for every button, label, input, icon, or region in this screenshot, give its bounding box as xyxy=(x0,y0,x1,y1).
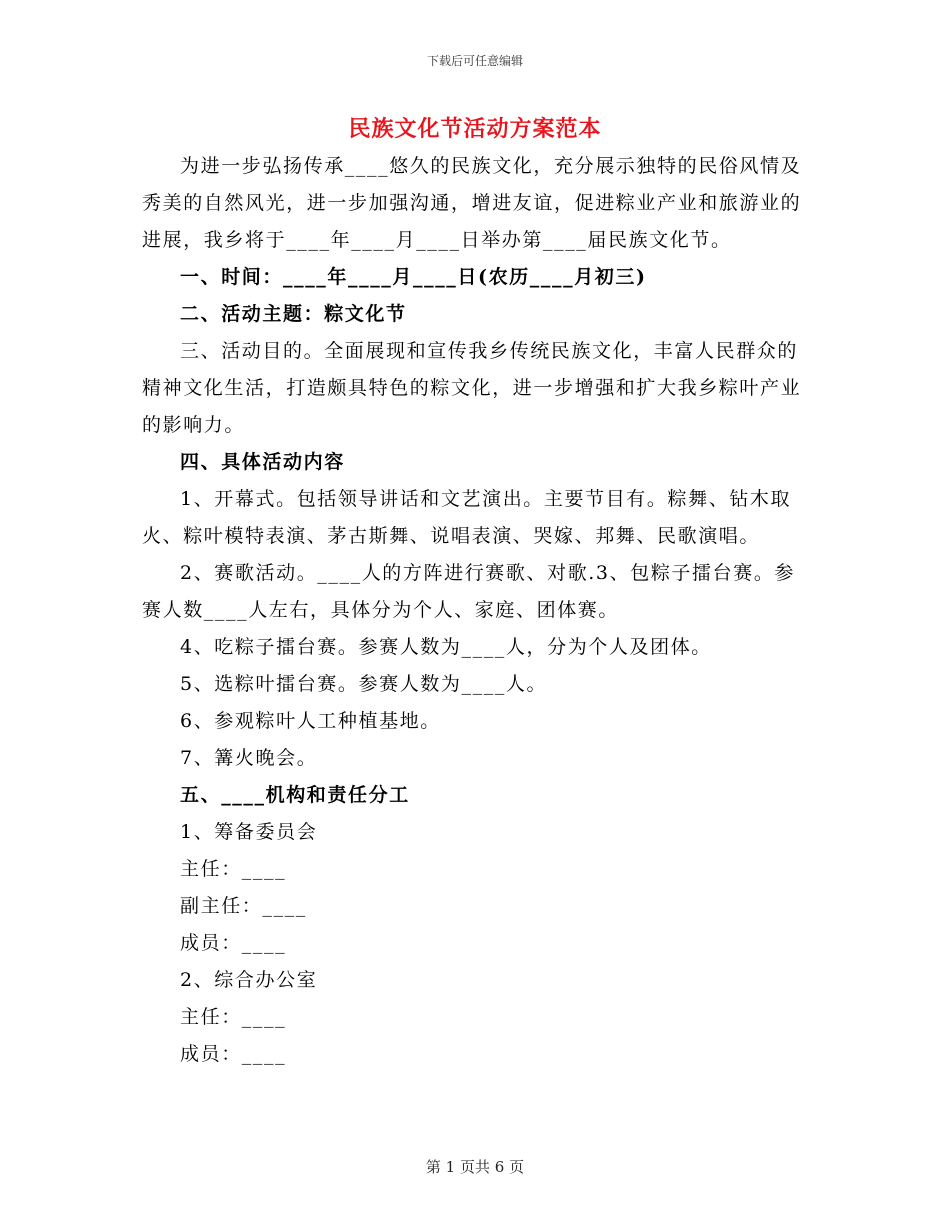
activity-item: 7、篝火晚会。 xyxy=(180,747,318,769)
section-theme: 二、活动主题：粽文化节 xyxy=(180,303,407,325)
section-time: 一、时间：____年____月____日(农历____月初三) xyxy=(180,266,647,288)
header-note: 下载后可任意编辑 xyxy=(426,54,523,68)
office-member: 成员：____ xyxy=(180,1043,287,1065)
committee-member: 主任：____ xyxy=(180,858,287,880)
section-activities-heading: 四、具体活动内容 xyxy=(180,451,345,473)
activity-item: 6、参观粽叶人工种植基地。 xyxy=(180,710,441,732)
committee-member: 成员：____ xyxy=(180,932,287,954)
intro-paragraph: 为进一步弘扬传承____悠久的民族文化，充分展示独特的民俗风情及秀美的自然风光，进一步加强沟通，增进友谊，促进粽业产业和旅游业的进展，我乡将于____年____月____日举办第____届民族文化节。 xyxy=(142,155,802,251)
document-body xyxy=(142,148,808,1073)
committee-member: 副主任：____ xyxy=(180,895,307,917)
section-organization-heading: 五、____机构和责任分工 xyxy=(180,784,410,806)
office-heading: 2、综合办公室 xyxy=(180,969,318,991)
activity-item: 5、选粽叶擂台赛。参赛人数为____人。 xyxy=(180,673,548,695)
activity-item: 1、开幕式。包括领导讲话和文艺演出。主要节目有。粽舞、钻木取火、粽叶模特表演、茅古斯舞、说唱表演、哭嫁、邦舞、民歌演唱。 xyxy=(142,488,792,547)
committee-heading: 1、筹备委员会 xyxy=(180,821,318,843)
page-footer: 第 1 页共 6 页 xyxy=(425,1158,525,1176)
activity-item: 4、吃粽子擂台赛。参赛人数为____人，分为个人及团体。 xyxy=(180,636,712,658)
activity-item: 2、赛歌活动。____人的方阵进行赛歌、对歌.3、包粽子擂台赛。参赛人数____人左右，具体分为个人、家庭、团体赛。 xyxy=(142,562,796,621)
document-title: 民族文化节活动方案范本 xyxy=(348,116,602,142)
office-member: 主任：____ xyxy=(180,1006,287,1028)
section-purpose: 三、活动目的。全面展现和宣传我乡传统民族文化，丰富人民群众的精神文化生活，打造颇具特色的粽文化，进一步增强和扩大我乡粽叶产业的影响力。 xyxy=(142,340,802,436)
